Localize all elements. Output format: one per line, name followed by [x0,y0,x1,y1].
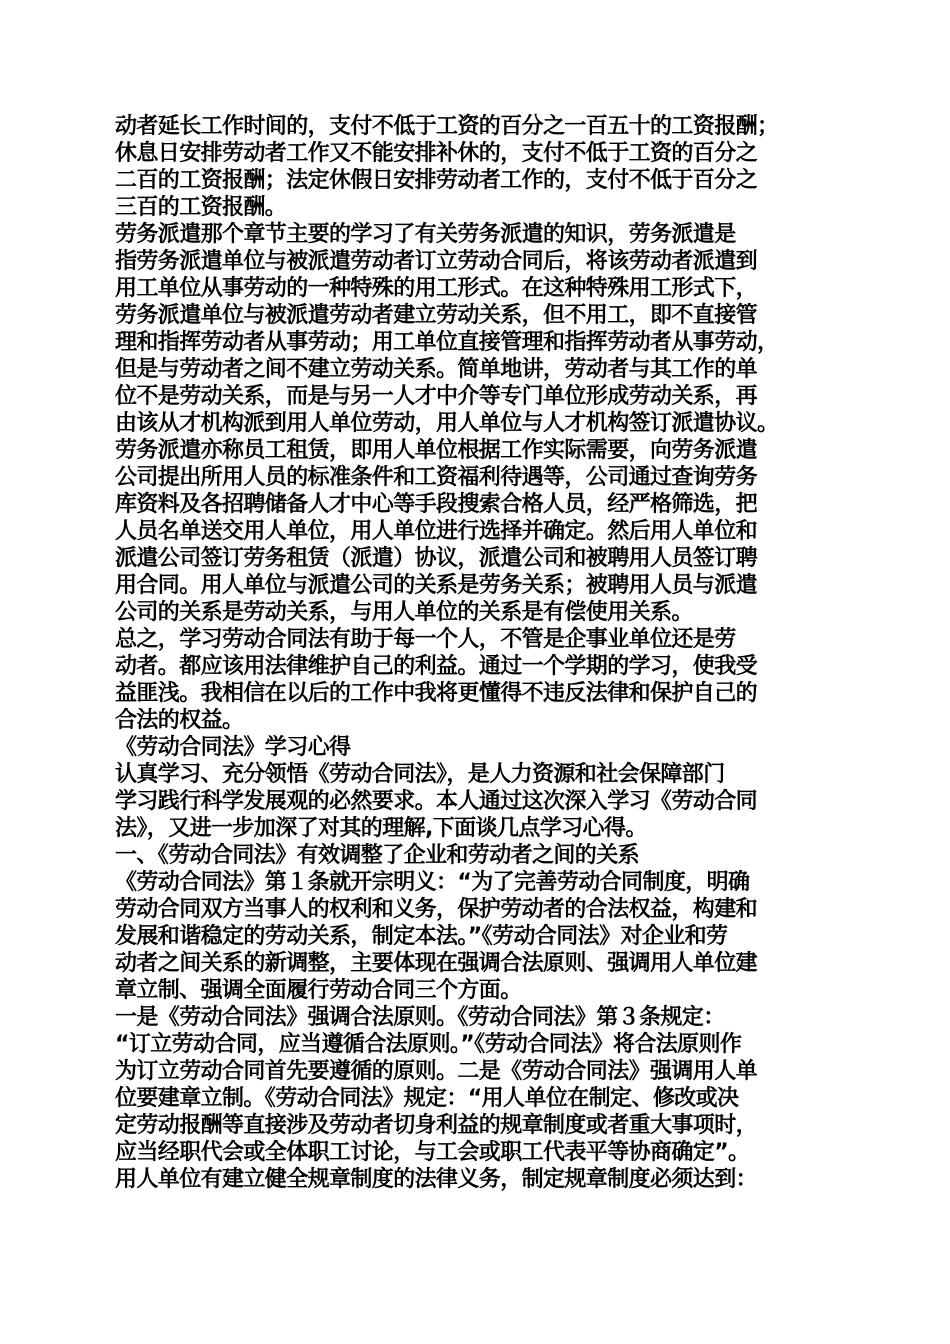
section-heading: 《劳动合同法》学习心得 [115,735,351,760]
text-line: 动者延长工作时间的，支付不低于工资的百分之一百五十的工资报酬； [115,114,779,139]
text-line: 学习践行科学发展观的必然要求。本人通过这次深入学习《劳动合同 [115,789,758,814]
text-line: 总之，学习劳动合同法有助于每一个人，不管是企事业单位还是劳 [115,627,736,652]
text-line: 休息日安排劳动者工作又不能安排补休的，支付不低于工资的百分之 [115,141,758,166]
text-line: 指劳务派遣单位与被派遣劳动者订立劳动合同后，将该劳动者派遣到 [115,249,758,274]
text-line: 劳务派遣那个章节主要的学习了有关劳务派遣的知识，劳务派遣是 [115,222,736,247]
text-line: 为订立劳动合同首先要遵循的原则。二是《劳动合同法》强调用人单 [115,1059,758,1084]
text-line: 认真学习、充分领悟《劳动合同法》，是人力资源和社会保障部门 [115,762,725,787]
text-line: 三百的工资报酬。 [115,195,287,220]
text-line: 章立制、强调全面履行劳动合同三个方面。 [115,978,522,1003]
text-line: 劳务派遣亦称员工租赁，即用人单位根据工作实际需要，向劳务派遣 [115,438,758,463]
text-line: 动者之间关系的新调整，主要体现在强调合法原则、强调用人单位建 [115,951,758,976]
text-line: 二百的工资报酬；法定休假日安排劳动者工作的，支付不低于百分之 [115,168,758,193]
text-line: 但是与劳动者之间不建立劳动关系。简单地讲，劳动者与其工作的单 [115,357,758,382]
text-line: 应当经职代会或全体职工讨论，与工会或职工代表平等协商确定”。 [115,1140,750,1165]
text-line: 用工单位从事劳动的一种特殊的用工形式。在这种特殊用工形式下， [115,276,758,301]
text-line: 合法的权益。 [115,708,244,733]
text-line: 劳务派遣单位与被派遣劳动者建立劳动关系，但不用工，即不直接管 [115,303,758,328]
section-heading: 一、《劳动合同法》有效调整了企业和劳动者之间的关系 [115,843,640,868]
text-line: 用人单位有建立健全规章制度的法律义务，制定规章制度必须达到： [115,1167,758,1192]
text-line: 发展和谐稳定的劳动关系，制定本法。”《劳动合同法》对企业和劳 [115,924,728,949]
text-line: 劳动合同双方当事人的权利和义务，保护劳动者的合法权益，构建和 [115,897,758,922]
text-line: 定劳动报酬等直接涉及劳动者切身利益的规章制度或者重大事项时， [115,1113,758,1138]
text-line: 位要建章立制。《劳动合同法》规定：“用人单位在制定、修改或决 [115,1086,739,1111]
text-line: 公司提出所用人员的标准条件和工资福利待遇等，公司通过查询劳务 [115,465,758,490]
text-line: 公司的关系是劳动关系，与用人单位的关系是有偿使用关系。 [115,600,693,625]
text-line: 益匪浅。我相信在以后的工作中我将更懂得不违反法律和保护自己的 [115,681,758,706]
text-line: 用合同。用人单位与派遣公司的关系是劳务关系；被聘用人员与派遣 [115,573,758,598]
text-line: 《劳动合同法》第１条就开宗明义：“为了完善劳动合同制度，明确 [115,870,750,895]
text-line: 一是《劳动合同法》强调合法原则。《劳动合同法》第３条规定： [115,1005,725,1030]
text-line: 库资料及各招聘储备人才中心等手段搜索合格人员，经严格筛选，把 [115,492,758,517]
text-line: 理和指挥劳动者从事劳动；用工单位直接管理和指挥劳动者从事劳动， [115,330,779,355]
document-body [115,113,841,1193]
text-line: 人员名单送交用人单位，用人单位进行选择并确定。然后用人单位和 [115,519,758,544]
text-line: 位不是劳动关系，而是与另一人才中介等专门单位形成劳动关系，再 [115,384,758,409]
text-line: 动者。都应该用法律维护自己的利益。通过一个学期的学习，使我受 [115,654,758,679]
text-line: 由该从才机构派到用人单位劳动，用人单位与人才机构签订派遣协议。 [115,411,779,436]
text-line: 法》，又进一步加深了对其的理解,下面谈几点学习心得。 [115,816,647,841]
text-line: “订立劳动合同，应当遵循合法原则。”《劳动合同法》将合法原则作 [115,1032,742,1057]
text-line: 派遣公司签订劳务租赁（派遣）协议，派遣公司和被聘用人员签订聘 [115,546,758,571]
